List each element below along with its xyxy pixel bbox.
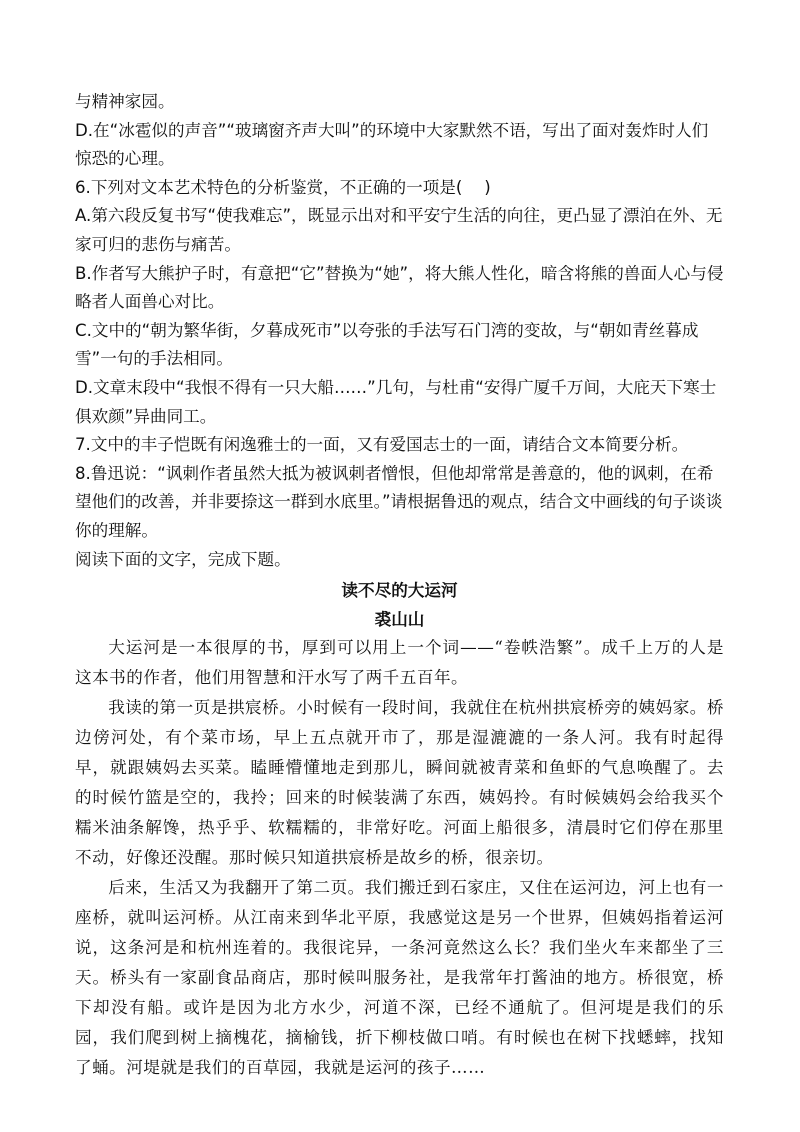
reading-instruction: 阅读下面的文字，完成下题。 [75,549,291,569]
question-6-option-a: A.第六段反复书写“使我难忘”，既显示出对和平安宁生活的向往，更凸显了漂泊在外、无家可归的悲伤与痛苦。 [75,206,723,254]
article-title: 读不尽的大运河 [341,580,458,601]
article-body [75,633,724,1083]
questions-section [75,88,724,574]
question-6-stem: 6.下列对文本艺术特色的分析鉴赏，不正确的一项是( ) [75,177,491,197]
question-7: 7.文中的丰子恺既有闲逸雅士的一面，又有爱国志士的一面，请结合文本简要分析。 [75,435,689,455]
question-line: 与精神家园。 [75,92,175,111]
question-6-option-b: B.作者写大熊护子时，有意把“它”替换为“她”，将大熊人性化，暗含将熊的兽面人心与侵略者人面兽心对比。 [75,263,724,312]
article-paragraph: 后来，生活又为我翻开了第二页。我们搬迁到石家庄，又住在运河边，河上也有一座桥，就叫运河桥。从江南来到华北平原，我感觉这是另一个世界，但姨妈指着运河说，这条河是和杭州连着的。我很诧异，一条河竟然这么长？我们坐火车来都坐了三天。桥头有一家副食品商店，那时候叫服务社，是我常年打酱油的地方。桥很宽，桥下却没有船。或许是因为北方水少，河道不深，已经不通航了。但河堤是我们的乐园，我们爬到树上摘槐花，摘榆钱，折下柳枝做口哨。有时候也在树下找蟋蟀，找知了蛹。河堤就是我们的百草园，我就是运河的孩子…… [75,878,724,1078]
article-paragraph: 我读的第一页是拱宸桥。小时候有一段时间，我就住在杭州拱宸桥旁的姨妈家。桥边傍河处，有个菜市场，早上五点就开市了，那是湿漉漉的一条人河。我有时起得早，就跟姨妈去买菜。瞌睡懵懂地走到那儿，瞬间就被青菜和鱼虾的气息唤醒了。去的时候竹篮是空的，我拎；回来的时候装满了东西，姨妈拎。有时候姨妈会给我买个糯米油条解馋，热乎乎、软糯糯的，非常好吃。河面上船很多，清晨时它们停在那里不动，好像还没醒。那时候只知道拱宸桥是故乡的桥，很亲切。 [75,698,724,868]
question-6-option-c: C.文中的“朝为繁华街，夕暮成死市”以夸张的手法写石门湾的变故，与“朝如青丝暮成雪”一句的手法相同。 [75,320,699,369]
article-paragraph: 大运河是一本很厚的书，厚到可以用上一个词——“卷帙浩繁”。成千上万的人是这本书的作者，他们用智慧和汗水写了两千五百年。 [75,638,724,688]
article-header [75,576,724,633]
article-author: 裘山山 [374,608,425,629]
question-line: D.在“冰雹似的声音”“玻璃窗齐声大叫”的环境中大家默然不语，写出了面对轰炸时人们惊恐的心理。 [75,120,709,169]
question-8: 8.鲁迅说：“讽刺作者虽然大抵为被讽刺者憎恨，但他却常常是善意的，他的讽刺，在希望他们的改善，并非要捺这一群到水底里。”请根据鲁迅的观点，结合文中画线的句子谈谈你的理解。 [75,463,723,540]
question-6-option-d: D.文章末段中“我恨不得有一只大船……”几句，与杜甫“安得广厦千万间，大庇天下寒士俱欢颜”异曲同工。 [75,377,717,426]
